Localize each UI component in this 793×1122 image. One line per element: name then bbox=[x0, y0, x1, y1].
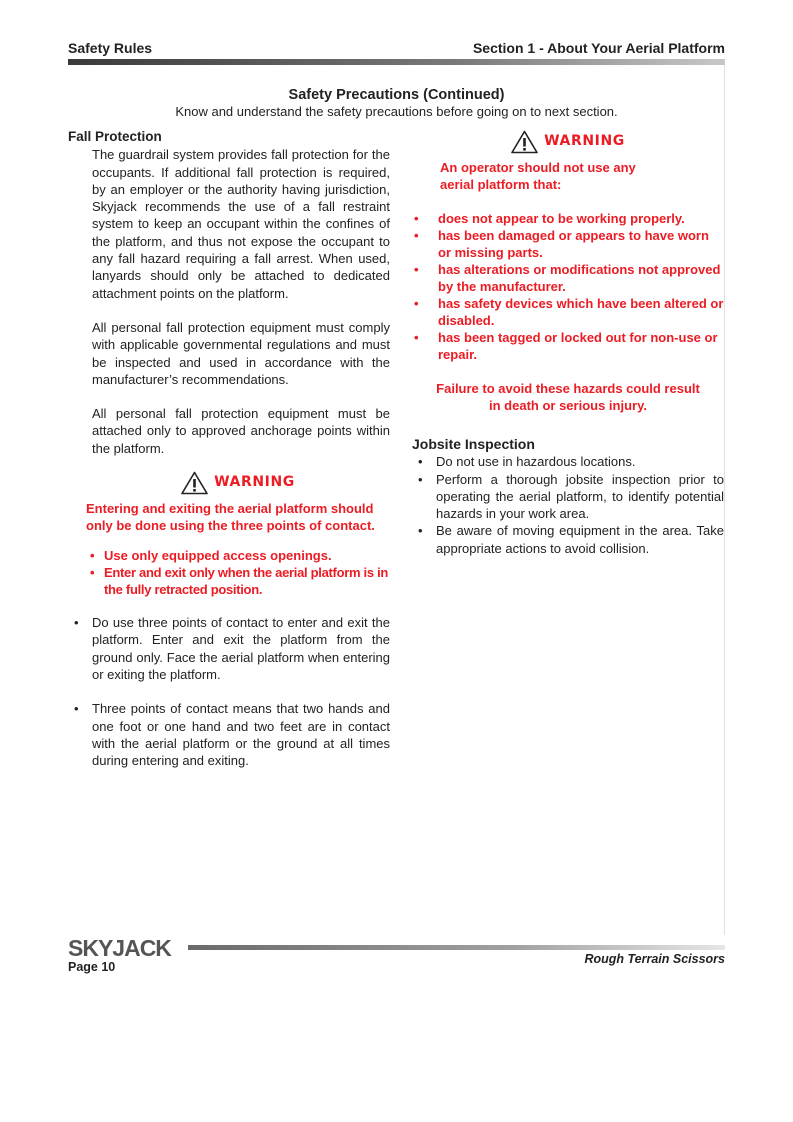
warning-entry-header bbox=[86, 471, 390, 495]
contact-bullets bbox=[68, 614, 390, 769]
product-name: Rough Terrain Scissors bbox=[584, 952, 725, 966]
list-item: • has been tagged or locked out for non-use or repair. bbox=[412, 329, 724, 363]
fall-protection-paragraph: All personal fall protection equipment must be attached only to approved anchorage points within the platform. bbox=[92, 406, 390, 456]
list-item: • has alterations or modifications not approved by the manufacturer. bbox=[412, 261, 724, 295]
header-section-name: Safety Rules bbox=[68, 40, 153, 56]
list-item: • Be aware of moving equipment in the area. Take appropriate actions to avoid collision. bbox=[412, 522, 724, 557]
fall-protection-paragraph: The guardrail system provides fall protection for the occupants. If additional fall protection is required, by an employer or the authority having jurisdiction, Skyjack recommends the use of a fall restraint system to keep an occupant within the confines of the platform, and thus not expose the occupant to any fall hazard requiring a fall arrest. When used, lanyards should only be attached to dedicated attachment points on the platform. bbox=[92, 147, 390, 301]
header-rule bbox=[68, 59, 725, 65]
warning-operator-block bbox=[412, 128, 724, 414]
list-item: • does not appear to be working properly. bbox=[412, 210, 724, 227]
page-subtitle: Know and understand the safety precautions before going on to next section. bbox=[175, 104, 618, 119]
fall-protection-heading: Fall Protection bbox=[68, 129, 162, 144]
warning-operator-list bbox=[412, 210, 724, 363]
warning-entry-block bbox=[86, 471, 390, 598]
right-column bbox=[412, 128, 724, 557]
list-item: • has been damaged or appears to have worn or missing parts. bbox=[412, 227, 724, 261]
page-number: Page 10 bbox=[68, 960, 116, 974]
warning-operator-intro: An operator should not use any aerial platform that: bbox=[440, 160, 636, 192]
warning-triangle-icon bbox=[181, 471, 208, 495]
list-item: • Three points of contact means that two hands and one foot or one hand and two feet are in contact with the aerial platform or the ground at all times during entering and exiting. bbox=[68, 700, 390, 769]
warning-entry-text: Entering and exiting the aerial platform should only be done using the three points of contact. bbox=[86, 501, 375, 534]
header-section-title: Section 1 - About Your Aerial Platform bbox=[472, 40, 725, 56]
left-column bbox=[68, 128, 390, 769]
list-item: • Do use three points of contact to enter and exit the platform. Enter and exit the platform from the ground only. Face the aerial platform when entering or exiting the platform. bbox=[68, 614, 390, 683]
warning-entry-label: WARNING bbox=[214, 474, 295, 491]
warning-triangle-icon bbox=[511, 130, 538, 154]
fall-protection-paragraph: All personal fall protection equipment must comply with applicable governmental regulations and must be inspected and used in accordance with the manufacturer’s recommendations. bbox=[92, 319, 390, 387]
footer-rule bbox=[188, 945, 725, 950]
jobsite-list bbox=[412, 453, 724, 557]
list-item: • Do not use in hazardous locations. bbox=[412, 453, 724, 470]
list-item: • has safety devices which have been altered or disabled. bbox=[412, 295, 724, 329]
list-item: • Use only equipped access openings. bbox=[86, 547, 390, 564]
logo-text: SKYJACK bbox=[68, 935, 171, 960]
warning-entry-list bbox=[86, 547, 390, 598]
jobsite-inspection-heading: Jobsite Inspection bbox=[412, 436, 535, 452]
skyjack-logo bbox=[68, 934, 188, 960]
page-title: Safety Precautions (Continued) bbox=[288, 87, 505, 103]
warning-operator-footer: Failure to avoid these hazards could result in death or serious injury. bbox=[436, 381, 700, 413]
warning-operator-header bbox=[412, 130, 724, 154]
list-item: • Perform a thorough jobsite inspection prior to operating the aerial platform, to identify potential hazards in your work area. bbox=[412, 471, 724, 523]
warning-operator-label: WARNING bbox=[544, 133, 625, 150]
page-frame-line bbox=[724, 65, 725, 935]
list-item: • Enter and exit only when the aerial platform is in the fully retracted position. bbox=[86, 564, 390, 598]
